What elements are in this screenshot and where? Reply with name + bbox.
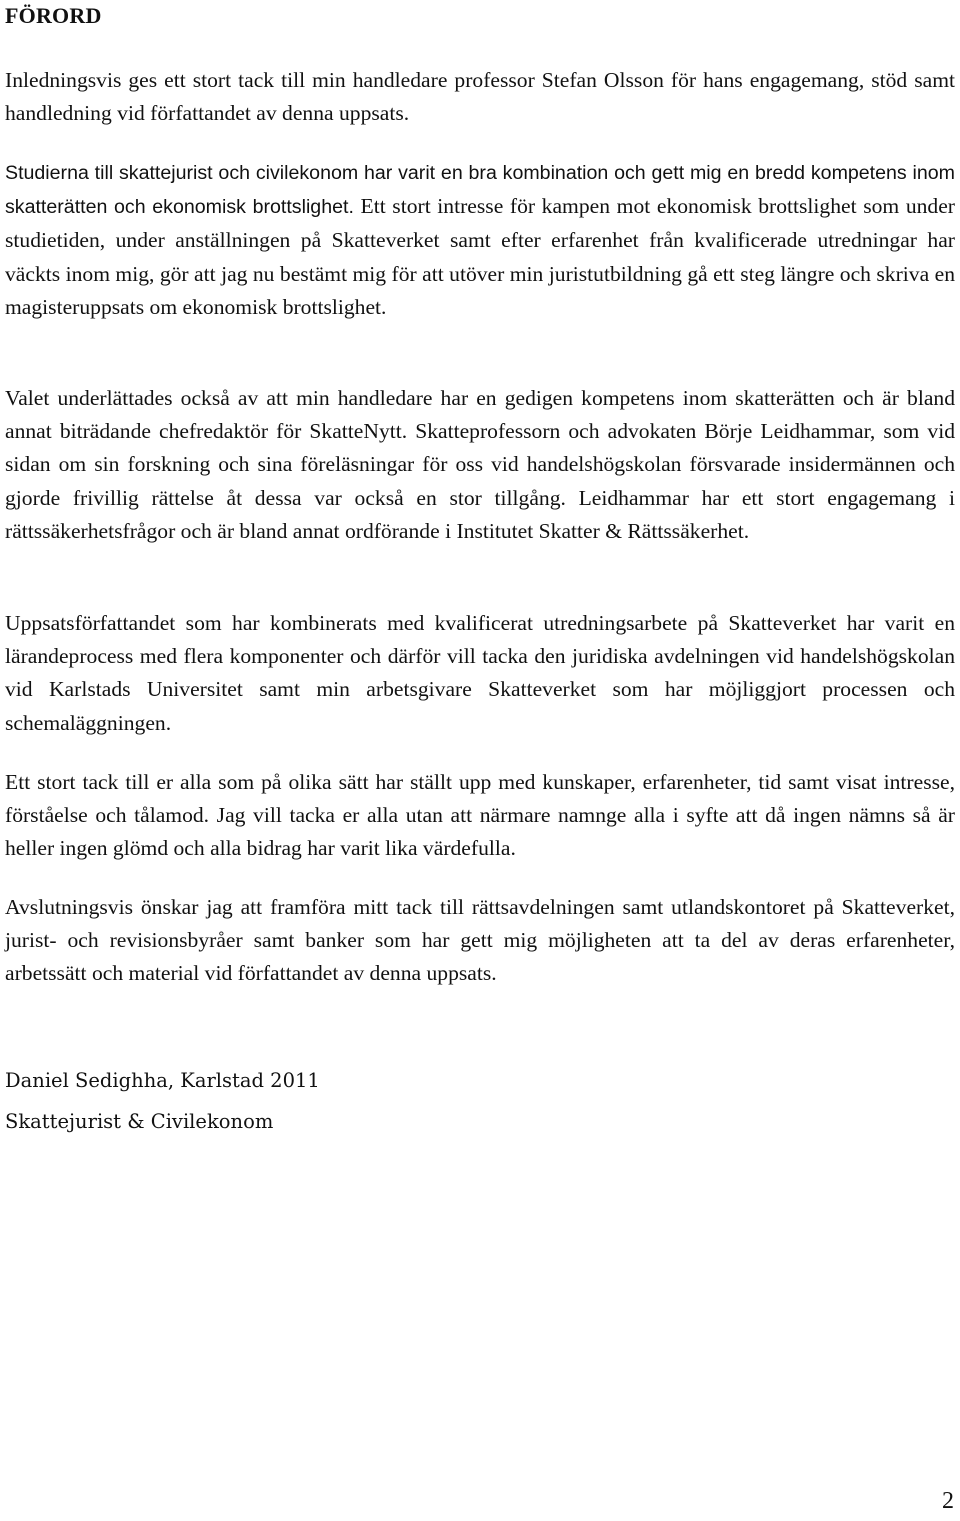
paragraph-studies <box>5 156 955 324</box>
paragraph-studies-body: Ett stort intresse för kampen mot ekonomisk brottslighet som under studietiden, under anställningen på Skatteverket samt efter erfarenhet från kvalificerade utredningar har väckts inom mig, gör att jag nu bestämt mig för att utöver min juristutbildning gå ett steg längre och skriva en magisteruppsats om ekonomisk brottslighet. <box>5 194 955 319</box>
page-number: 2 <box>942 1488 954 1514</box>
paragraph-studies-lead: Studierna till skattejurist och civilekonom har varit en bra kombination och gett mig en bredd kompetens inom skatterätten och ekonomisk brottslighet. <box>5 162 955 219</box>
paragraph-thesis-process: Uppsatsförfattandet som har kombinerats med kvalificerat utredningsarbete på Skatteverket har varit en lärandeprocess med flera komponenter och därför vill tacka den juridiska avdelningen vid handelshögskolan vid Karlstads Universitet samt min arbetsgivare Skatteverket som har möjliggjort processen och schemaläggningen. <box>5 611 955 735</box>
paragraph-thanks-all: Ett stort tack till er alla som på olika sätt har ställt upp med kunskaper, erfarenheter, tid samt visat intresse, förståelse och tålamod. Jag vill tacka er alla utan att närmare namnge alla i syfte att då ingen nämns så är heller ingen glömd och alla bidrag har varit lika värdefulla. <box>5 770 955 861</box>
paragraph-supervisor-competence: Valet underlättades också av att min handledare har en gedigen kompetens inom skatterätten och är bland annat biträdande chefredaktör för SkatteNytt. Skatteprofessorn och advokaten Börje Leidhammar, som vid sidan om sin forskning och sina föreläsningar för oss vid handelshögskolan försvarade insidermännen och gjorde frivillig rättelse åt dessa var också en stor tillgång. Leidhammar har ett stort engagemang i rättssäkerhetsfrågor och är bland annat ordförande i Institutet Skatter & Rättssäkerhet. <box>5 386 955 543</box>
page-title: FÖRORD <box>5 3 102 28</box>
paragraph-acknowledgement-supervisor: Inledningsvis ges ett stort tack till min handledare professor Stefan Olsson för hans engagemang, stöd samt handledning vid författandet av denna uppsats. <box>5 68 955 126</box>
paragraph-closing: Avslutningsvis önskar jag att framföra mitt tack till rättsavdelningen samt utlandskontoret på Skatteverket, jurist- och revisionsbyråer samt banker som har gett mig möjligheten att ta del av deras erfarenheter, arbetssätt och material vid författandet av denna uppsats. <box>5 895 955 986</box>
signature-name-line: Daniel Sedighha, Karlstad 2011 <box>5 1069 320 1092</box>
signature-title-line: Skattejurist & Civilekonom <box>5 1110 274 1133</box>
